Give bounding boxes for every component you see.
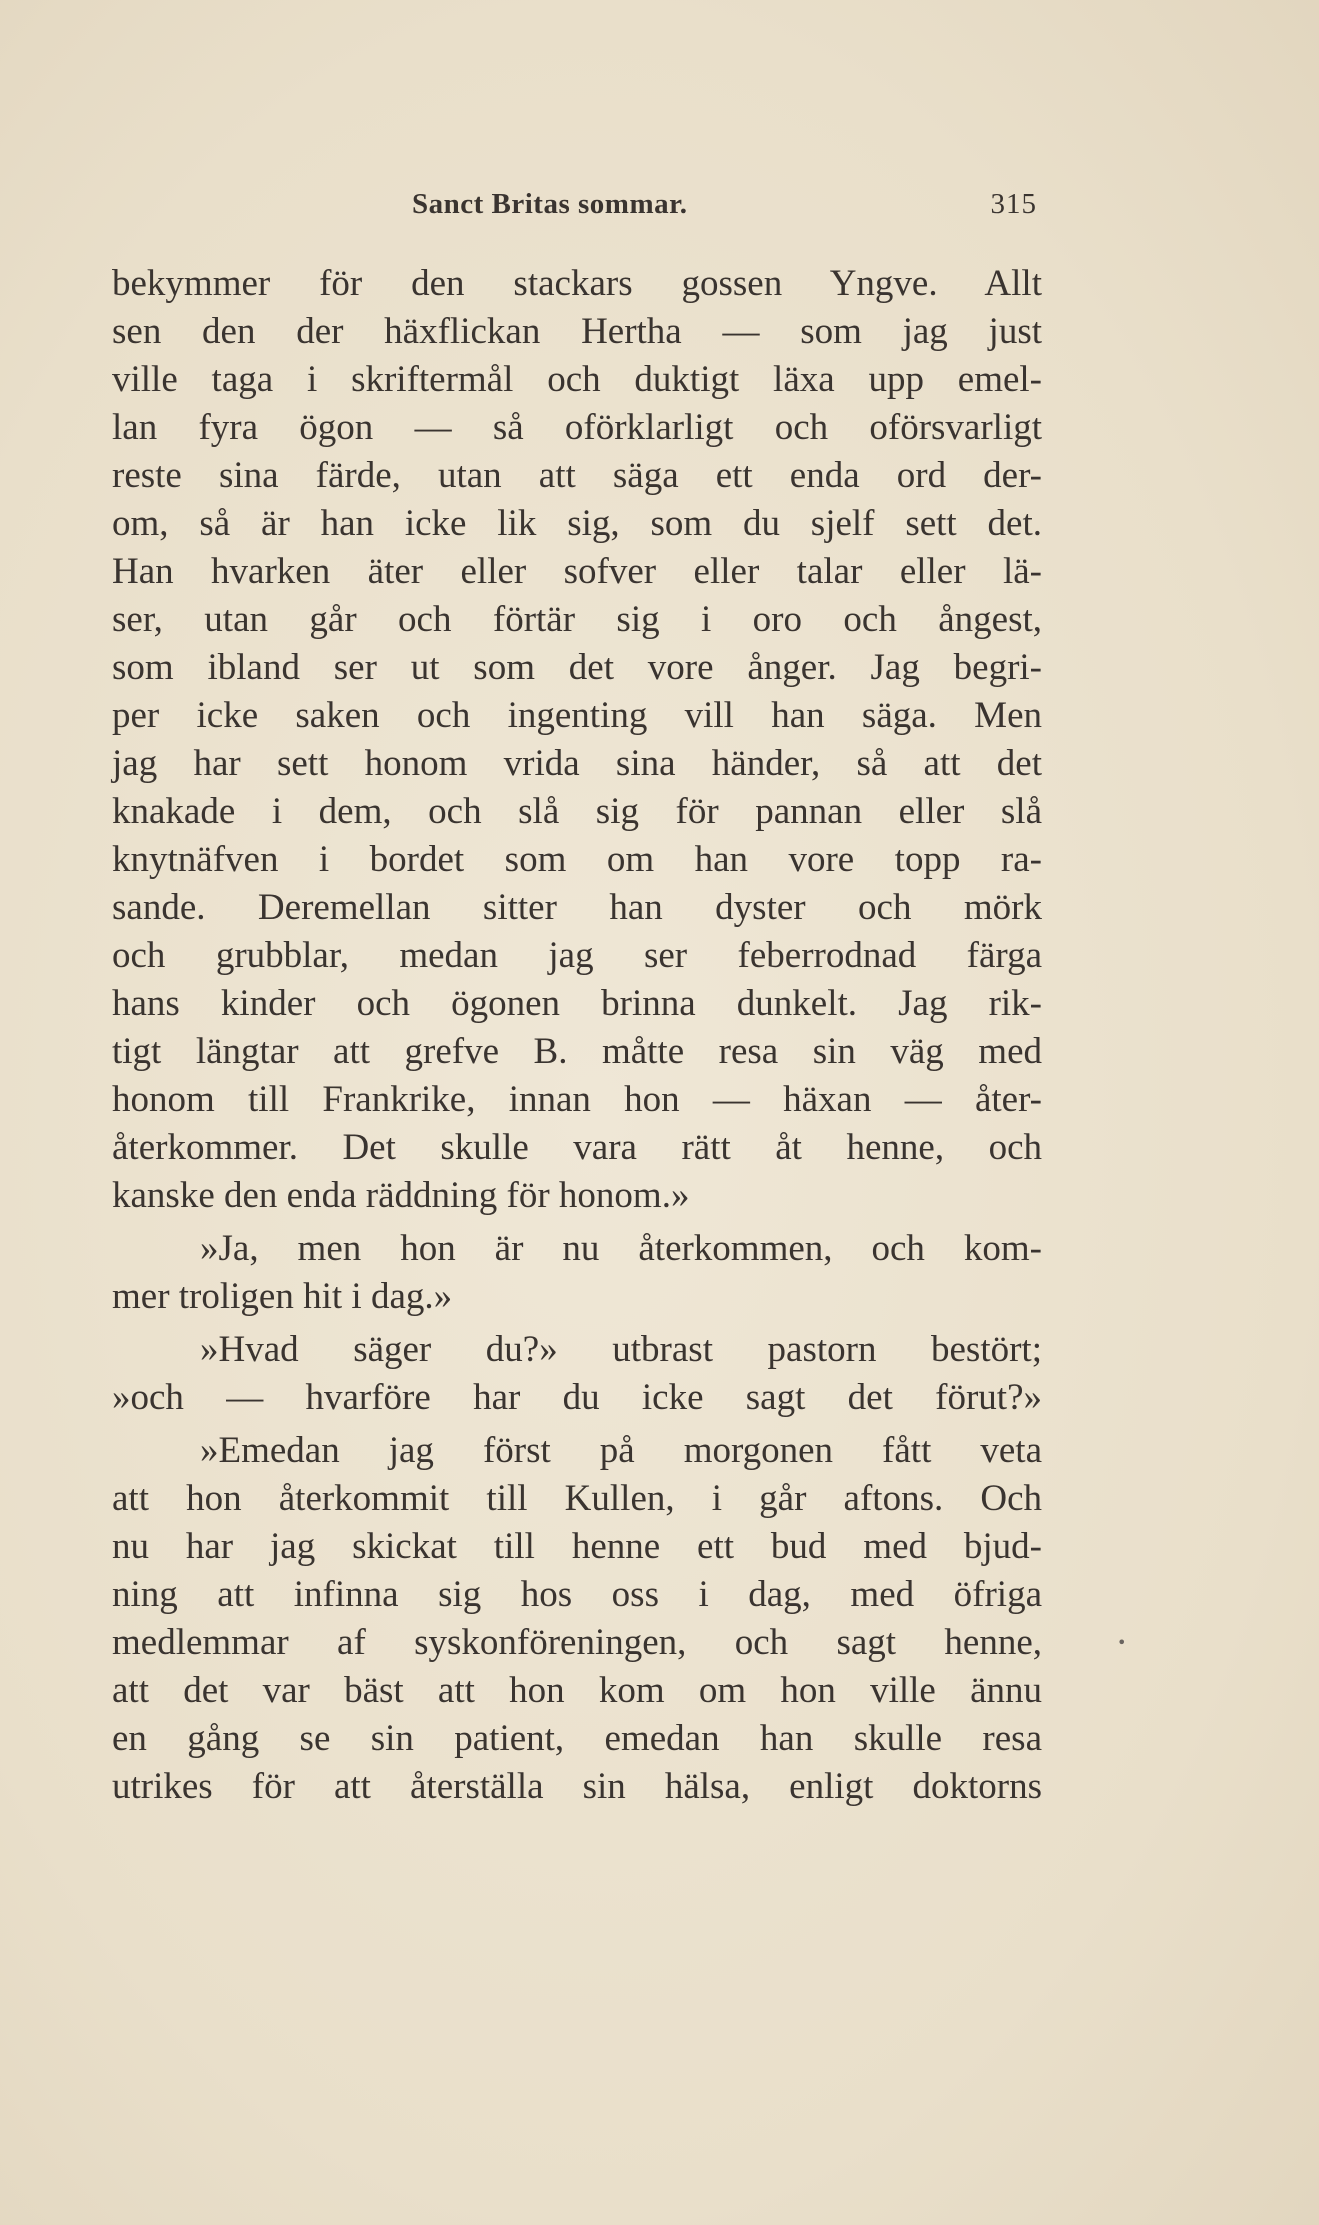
text-line: om, så är han icke lik sig, som du sjelf sett det. [112,503,1042,544]
text-line: honom till Frankrike, innan hon — häxan — åter- [112,1079,1042,1120]
text-line: ville taga i skriftermål och duktigt läxa upp emel- [112,359,1042,400]
text-line: tigt längtar att grefve B. måtte resa sin väg med [112,1031,1042,1072]
text-line: kanske den enda räddning för honom.» [112,1175,690,1216]
text-line: »och — hvarföre har du icke sagt det förut?» [112,1377,1042,1418]
text-line: ning att infinna sig hos oss i dag, med öfriga [112,1574,1042,1615]
text-line: jag har sett honom vrida sina händer, så att det [112,743,1042,784]
running-title: Sanct Britas sommar. [412,188,688,220]
text-line: knytnäfven i bordet som om han vore topp ra- [112,839,1042,880]
text-line: nu har jag skickat till henne ett bud med bjud- [112,1526,1042,1567]
text-line: att det var bäst att hon kom om hon ville ännu [112,1670,1042,1711]
paragraph-1 [112,260,1042,1220]
paragraph-3 [112,1326,1042,1422]
paragraph-4 [112,1427,1042,1811]
body-text [112,260,1042,1811]
paragraph-2 [112,1225,1042,1321]
text-line: sande. Deremellan sitter han dyster och mörk [112,887,1042,928]
text-line: och grubblar, medan jag ser feberrodnad färga [112,935,1042,976]
margin-mark: • [1117,1633,1127,1652]
text-line: bekymmer för den stackars gossen Yngve. Allt [112,263,1042,304]
text-line: att hon återkommit till Kullen, i går aftons. Och [112,1478,1042,1519]
text-line: en gång se sin patient, emedan han skulle resa [112,1718,1042,1759]
text-line: lan fyra ögon — så oförklarligt och oförsvarligt [112,407,1042,448]
text-line: som ibland ser ut som det vore ånger. Jag begri- [112,647,1042,688]
text-line: knakade i dem, och slå sig för pannan eller slå [112,791,1042,832]
text-line: sen den der häxflickan Hertha — som jag just [112,311,1042,352]
text-line: återkommer. Det skulle vara rätt åt henne, och [112,1127,1042,1168]
text-line: reste sina färde, utan att säga ett enda ord der- [112,455,1042,496]
text-line: utrikes för att återställa sin hälsa, enligt doktorns [112,1766,1042,1807]
text-line: »Emedan jag först på morgonen fått veta [200,1430,1042,1471]
page-header [112,188,1037,228]
text-line: mer troligen hit i dag.» [112,1276,453,1317]
text-line: medlemmar af syskonföreningen, och sagt henne, [112,1622,1042,1663]
text-line: »Ja, men hon är nu återkommen, och kom- [200,1228,1042,1269]
text-line: per icke saken och ingenting vill han säga. Men [112,695,1042,736]
page-number: 315 [990,188,1037,220]
text-line: hans kinder och ögonen brinna dunkelt. Jag rik- [112,983,1042,1024]
text-line: Han hvarken äter eller sofver eller talar eller lä- [112,551,1042,592]
text-line: ser, utan går och förtär sig i oro och ångest, [112,599,1042,640]
text-line: »Hvad säger du?» utbrast pastorn bestört; [200,1329,1042,1370]
